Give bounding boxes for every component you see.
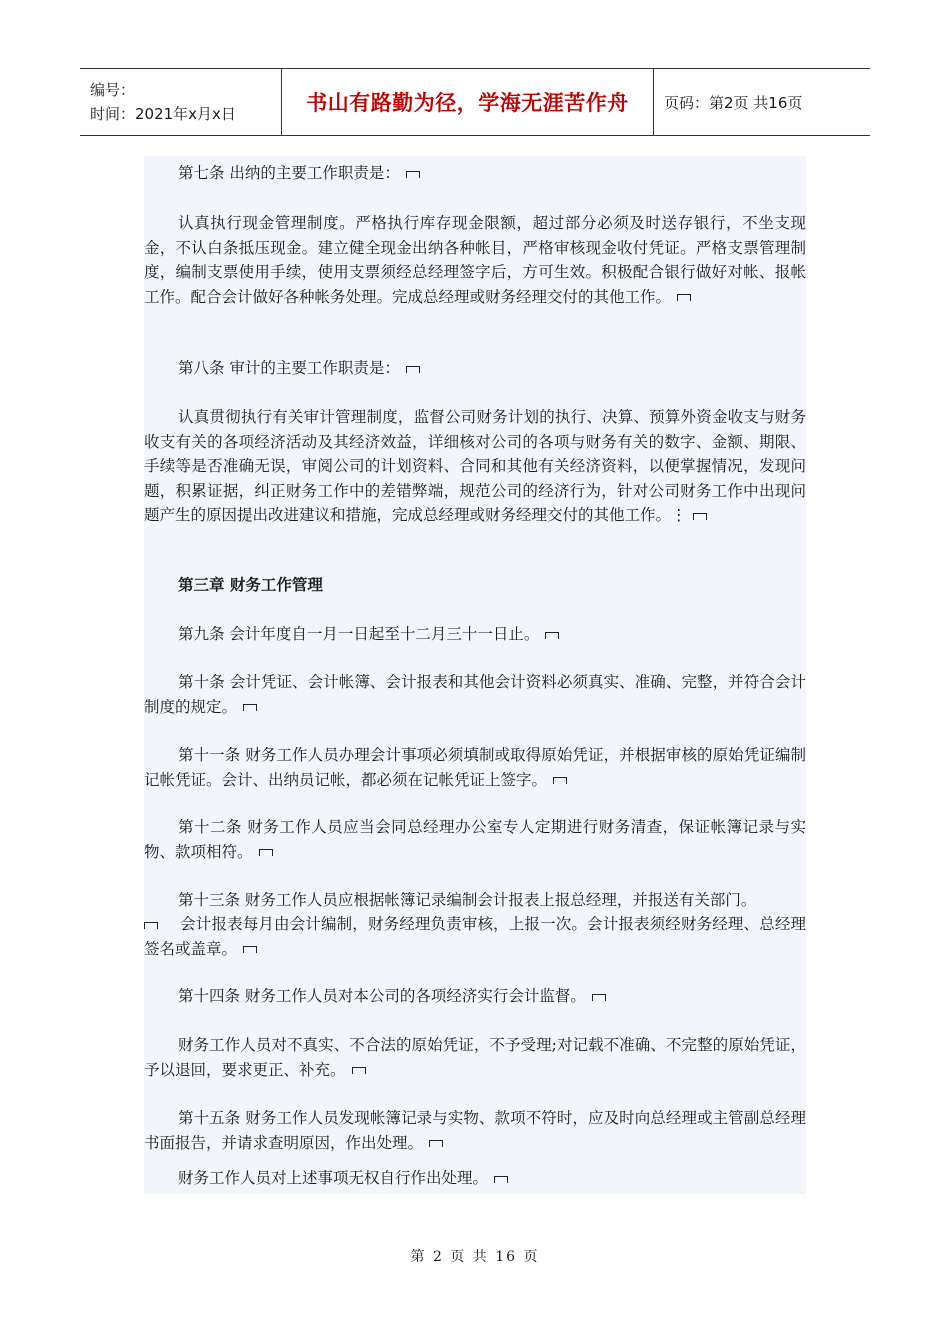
paragraph-mark-icon [406, 366, 420, 373]
paragraph-mark-icon [243, 946, 257, 953]
paragraph: 第八条 审计的主要工作职责是： [144, 356, 806, 381]
paragraph: 财务工作人员对不真实、不合法的原始凭证，不予受理;对记载不准确、不完整的原始凭证，予以退回，要求更正、补充。 [144, 1036, 806, 1079]
paragraph-mark-icon [677, 294, 691, 301]
motto: 书山有路勤为径，学海无涯苦作舟 [306, 91, 629, 115]
paragraph-mark-icon [352, 1067, 366, 1074]
time-label: 时间：2021年x月x日 [90, 105, 236, 123]
paragraph-mark-icon [693, 513, 707, 520]
paragraph-mark-icon [545, 632, 559, 639]
page-header [80, 68, 870, 136]
paragraph: 认真执行现金管理制度。严格执行库存现金限额，超过部分必须及时送存银行，不坐支现金，不认白条抵压现金。建立健全现金出纳各种帐目，严格审核现金收付凭证。严格支票管理制度，编制支票使用手续，使用支票须经总经理签字后，方可生效。积极配合银行做好对帐、报帐工作。配合会计做好各种帐务处理。完成总经理或财务经理交付的其他工作。 [144, 214, 806, 306]
paragraph-mark-icon [243, 704, 257, 711]
paragraph: 第十三条 财务工作人员应根据帐簿记录编制会计报表上报总经理，并报送有关部门。 [178, 891, 757, 909]
paragraph-mark-icon [592, 994, 606, 1001]
paragraph: 会计报表每月由会计编制，财务经理负责审核，上报一次。会计报表须经财务经理、总经理签名或盖章。 [144, 915, 806, 958]
paragraph: 认真贯彻执行有关审计管理制度，监督公司财务计划的执行、决算、预算外资金收支与财务收支有关的各项经济活动及其经济效益，详细核对公司的各项与财务有关的数字、金额、期限、手续等是否准确无误，审阅公司的计划资料、合同和其他有关经济资料，以便掌握情况，发现问题，积累证据，纠正财务工作中的差错弊端，规范公司的经济行为，针对公司财务工作中出现问题产生的原因提出改进建议和措施，完成总经理或财务经理交付的其他工作。⋮ [144, 408, 806, 524]
document-body [144, 156, 806, 1194]
paragraph-mark-icon [406, 171, 420, 178]
paragraph: 第十条 会计凭证、会计帐簿、会计报表和其他会计资料必须真实、准确、完整，并符合会计制度的规定。 [144, 673, 806, 716]
header-meta [80, 69, 282, 135]
number-label: 编号： [90, 81, 136, 99]
paragraph: 第十二条 财务工作人员应当会同总经理办公室专人定期进行财务清查，保证帐簿记录与实物、款项相符。 [144, 818, 806, 861]
paragraph-mark-icon [429, 1140, 443, 1147]
paragraph: 第十五条 财务工作人员发现帐簿记录与实物、款项不符时，应及时向总经理或主管副总经理书面报告，并请求查明原因，作出处理。 [144, 1109, 806, 1152]
paragraph: 第十一条 财务工作人员办理会计事项必须填制或取得原始凭证，并根据审核的原始凭证编制记帐凭证。会计、出纳员记帐，都必须在记帐凭证上签字。 [144, 746, 806, 789]
header-motto-cell [282, 69, 654, 135]
paragraph: 财务工作人员对上述事项无权自行作出处理。 [144, 1166, 806, 1191]
paragraph: 第七条 出纳的主要工作职责是： [144, 161, 806, 186]
header-page-cell [654, 69, 870, 135]
chapter-heading: 第三章 财务工作管理 [178, 576, 323, 594]
paragraph: 第九条 会计年度自一月一日起至十二月三十一日止。 [144, 622, 806, 647]
paragraph-mark-icon [144, 922, 158, 929]
paragraph-mark-icon [494, 1176, 508, 1183]
paragraph: 第十四条 财务工作人员对本公司的各项经济实行会计监督。 [144, 984, 806, 1009]
page-footer: 第 2 页 共 16 页 [410, 1249, 540, 1265]
paragraph-mark-icon [259, 849, 273, 856]
paragraph-mark-icon [553, 777, 567, 784]
page-label: 页码：第2页 共16页 [664, 93, 803, 112]
